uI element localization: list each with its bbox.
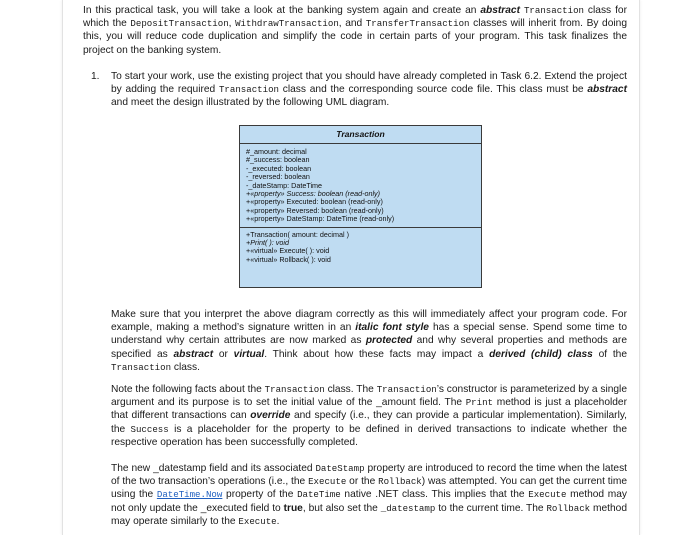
p-note-text: Note the following facts about the (111, 384, 265, 395)
uml-class-diagram (239, 125, 482, 288)
p-new-text: property are introduced to record the time when the latest of the two transaction’s operations (i.e., the (111, 463, 627, 488)
intro-class-transfer: TransferTransaction (365, 18, 470, 30)
p-make-class-transaction: Transaction (111, 361, 172, 373)
p-note-class-transaction: Transaction (376, 384, 437, 395)
intro-text: In this practical task, you will take a look at the banking system again and create an (83, 5, 481, 16)
uml-attribute: -_dateStamp: DateTime (246, 180, 323, 190)
p-new-text: The new _datestamp field and its associated (111, 463, 316, 474)
constructor-note-paragraph (111, 383, 627, 449)
p-make-text: . Think about how these facts may impact a (264, 348, 490, 360)
p-new-text: or the (346, 476, 379, 488)
uml-operations-section (240, 228, 481, 265)
step1-text: class and the corresponding source code file. This class must be (279, 84, 588, 96)
p-note-class-transaction: Transaction (264, 384, 325, 395)
uml-operation: +«virtual» Execute( ): void (246, 246, 330, 256)
step-number: 1. (91, 71, 100, 82)
intro-class-transaction: Transaction (523, 5, 584, 16)
p-new-datestamp-property: DateStamp (315, 463, 365, 474)
uml-operation: +Transaction( amount: decimal ) (246, 229, 349, 239)
p-new-text: . (276, 515, 280, 527)
p-make-virtual: virtual (233, 348, 265, 360)
p-note-text: method is just a placeholder that different transactions can (111, 397, 627, 422)
intro-text: class for which the (83, 5, 627, 30)
intro-text: , (228, 18, 236, 30)
p-note-success-property: Success (130, 423, 169, 435)
uml-attribute: -_executed: boolean (246, 163, 312, 173)
uml-attribute: #_success: boolean (246, 155, 310, 165)
intro-paragraph (83, 4, 627, 57)
p-new-text: property of the (222, 489, 298, 501)
p-note-text: class. The (324, 384, 377, 395)
uml-attribute: +«property» Executed: boolean (read-only) (246, 197, 383, 207)
p-make-derived-class: derived (child) class (489, 348, 593, 360)
p-new-text: method may not only update the _executed field to (111, 489, 627, 514)
uml-attribute: +«property» DateStamp: DateTime (read-only) (246, 214, 395, 224)
intro-class-withdraw: WithdrawTransaction (235, 18, 339, 30)
intro-class-deposit: DepositTransaction (130, 18, 229, 30)
p-make-text: and why several properties and methods are specified as (111, 335, 627, 360)
uml-attribute: #_amount: decimal (246, 147, 307, 156)
uml-attribute: -_reversed: boolean (246, 172, 310, 182)
p-make-text: has a special sense. Spend some time to understand why certain attributes are now marked as (111, 322, 628, 347)
datetime-now-link[interactable]: DateTime.Now (156, 489, 223, 501)
p-make-text: class. (171, 361, 200, 373)
p-new-execute: Execute (308, 476, 347, 488)
step1-paragraph (111, 70, 627, 110)
interpretation-paragraph (111, 308, 627, 374)
p-new-execute: Execute (528, 489, 567, 501)
uml-attributes-section (240, 144, 481, 228)
step1-text: and meet the design illustrated by the following UML diagram. (111, 97, 390, 109)
p-make-text: of the (592, 348, 627, 360)
uml-class-name: Transaction (240, 126, 481, 144)
p-note-text: and specify (i.e., they can provide a particular implementation). Similarly, the (111, 410, 627, 435)
p-note-text: ’s constructor is parameterized by a single argument and its purpose is to set the initial value of the _amount field. The (111, 384, 627, 409)
p-make-protected: protected (365, 335, 413, 347)
uml-operation: +Print( ): void (246, 238, 289, 248)
p-note-text: is a placeholder for the property to be defined in derived transactions to indicate whether the respective operation has been successfully completed. (111, 423, 627, 448)
p-new-rollback: Rollback (378, 476, 422, 488)
p-new-execute: Execute (238, 515, 277, 527)
p-make-abstract: abstract (173, 348, 214, 360)
intro-text: , and (338, 18, 366, 30)
p-new-datestamp-field: _datestamp (380, 502, 436, 514)
datestamp-paragraph (111, 462, 627, 528)
p-make-italic-font-style: italic font style (355, 322, 429, 334)
p-new-text: native .NET class. This implies that the (340, 489, 529, 501)
p-new-text: to the current time. The (435, 502, 547, 514)
p-make-text: or (213, 348, 234, 360)
step1-text: To start your work, use the existing project that you should have already completed in Task 6.2. Extend the project by adding the required (111, 71, 627, 96)
step1-abstract-emphasis: abstract (587, 84, 627, 96)
p-new-rollback: Rollback (546, 502, 591, 514)
p-new-text: method may operate similarly to the (111, 502, 628, 527)
intro-text: classes will inherit from. By doing this, you will reduce code duplication and simplify the code in certain parts of your program. This task finalizes the project on the banking system. (83, 18, 627, 56)
step1-class-transaction: Transaction (218, 84, 279, 96)
uml-attribute: +«property» Success: boolean (read-only) (246, 189, 381, 199)
p-new-text: , but also set the (302, 502, 381, 514)
p-new-datetime-class: DateTime (297, 489, 341, 501)
p-note-print-method: Print (465, 397, 494, 409)
uml-operation: +«virtual» Rollback( ): void (246, 254, 331, 264)
document-page (62, 0, 640, 535)
intro-abstract-emphasis: abstract (480, 5, 520, 16)
p-make-text: Make sure that you interpret the above diagram correctly as this will immediately affect your program code. For example, making a method’s signature written in an (111, 309, 627, 334)
p-new-true: true (283, 502, 303, 514)
p-note-override: override (250, 410, 291, 422)
uml-attribute: +«property» Reversed: boolean (read-only) (246, 205, 384, 215)
p-new-text: ) was attempted. You can get the current time using the (111, 476, 628, 501)
